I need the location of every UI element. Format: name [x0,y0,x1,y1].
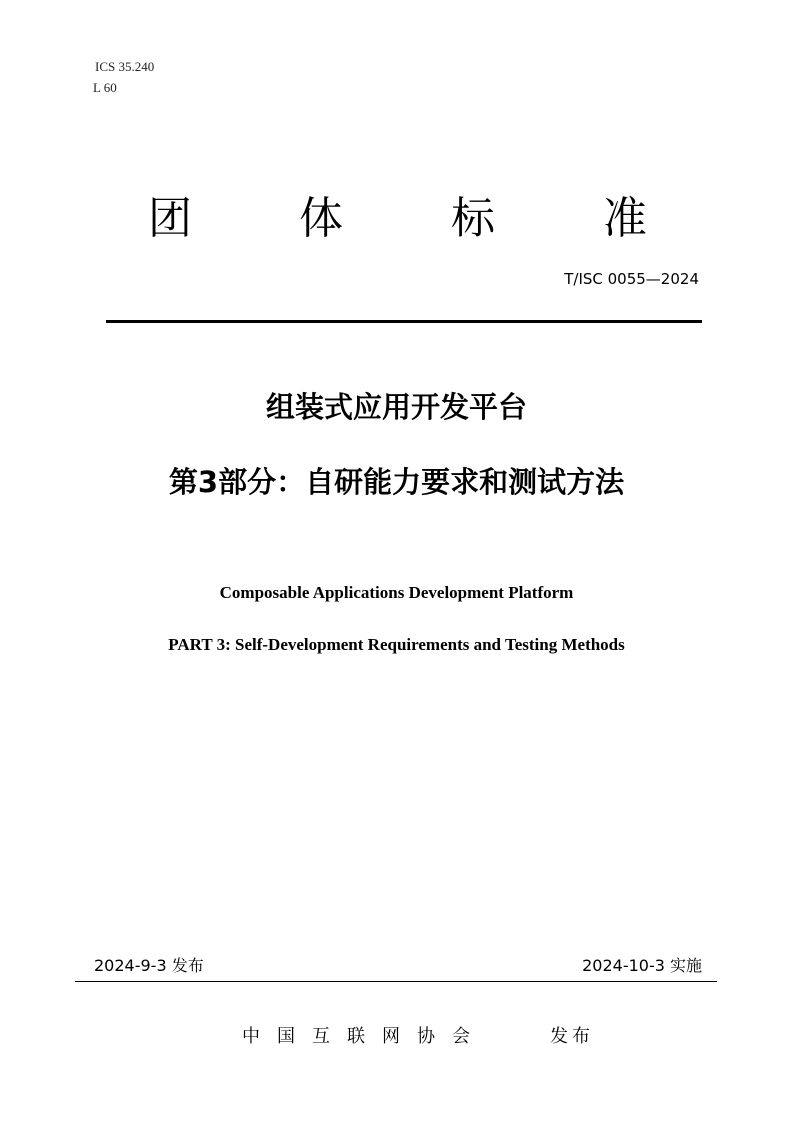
publisher-action: 发布 [550,1026,594,1047]
divider [75,981,717,982]
title-zh-line1: 组装式应用开发平台 [265,390,527,424]
issue-date: 2024-9-3 发布 [94,956,204,975]
classification-code: L 60 [93,80,117,95]
standard-type-char: 准 [603,193,647,244]
divider [106,320,702,323]
title-en-line2: PART 3: Self-Development Requirements and Testing Methods [168,635,625,654]
publisher-name: 中国互联网协会 [242,1026,487,1047]
title-en-line1: Composable Applications Development Platform [219,583,574,602]
title-zh-line2: 第3部分：自研能力要求和测试方法 [168,465,625,499]
standard-type-char: 标 [451,193,495,244]
standard-type-char: 体 [299,193,343,244]
standard-code: T/ISC 0055—2024 [564,270,699,288]
standard-type-char: 团 [148,193,192,244]
effective-date: 2024-10-3 实施 [582,956,702,975]
ics-code: ICS 35.240 [95,59,155,74]
